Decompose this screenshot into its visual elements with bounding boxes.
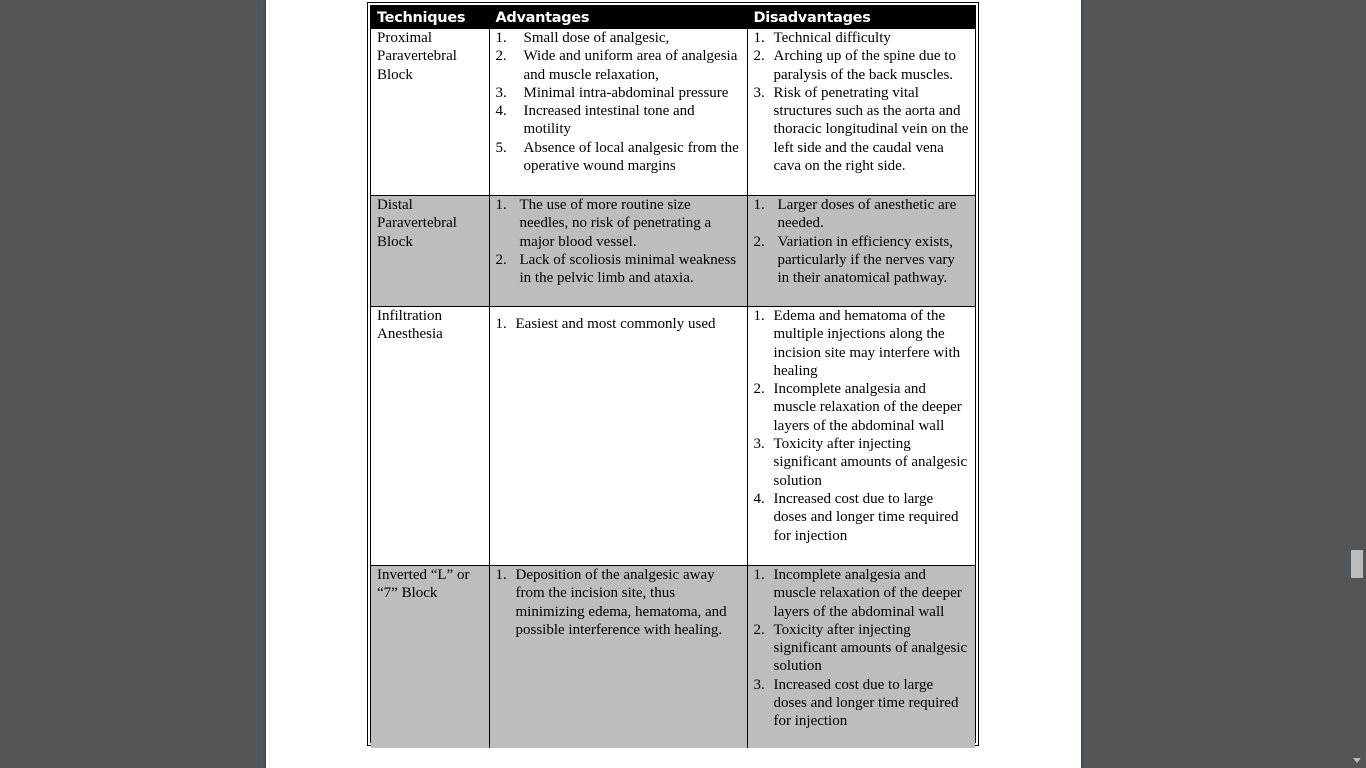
- disadvantages-cell: [747, 29, 975, 196]
- disadvantages-list: [754, 196, 970, 287]
- table-row: [371, 196, 975, 307]
- advantages-list: [496, 315, 741, 333]
- list-item: 4. Increased intestinal tone and motility: [495, 103, 695, 138]
- advantages-cell: [489, 566, 747, 749]
- list-item: 1. Easiest and most commonly used: [495, 316, 716, 332]
- document-page: [266, 0, 1081, 768]
- list-item: 1. Deposition of the analgesic away from the incision site, thus minimizing edema, hematoma, and possible interference with healing.: [495, 567, 727, 638]
- header-techniques: Techniques: [371, 6, 489, 29]
- advantages-list: [496, 29, 741, 175]
- techniques-table: [371, 6, 975, 748]
- scrollbar-thumb[interactable]: [1351, 550, 1363, 578]
- list-item: 1. Edema and hematoma of the multiple injections along the incision site may interfere with healing: [753, 308, 961, 379]
- list-item: 2. Wide and uniform area of analgesia and muscle relaxation,: [495, 48, 738, 83]
- technique-cell: Distal Paravertebral Block: [371, 196, 489, 307]
- header-advantages: Advantages: [489, 6, 747, 29]
- list-item: 3. Increased cost due to large doses and longer time required for injection: [753, 676, 959, 730]
- list-item: 1. Larger doses of anesthetic are needed.: [753, 197, 957, 232]
- table-row: [371, 307, 975, 566]
- list-item: 1. The use of more routine size needles, no risk of penetrating a major blood vessel.: [495, 197, 712, 250]
- scroll-down-arrow-icon[interactable]: [1353, 758, 1361, 763]
- disadvantages-list: [754, 307, 970, 545]
- advantages-cell: [489, 307, 747, 566]
- table-row: [371, 29, 975, 196]
- table-header-row: [371, 6, 975, 29]
- disadvantages-list: [754, 566, 970, 731]
- disadvantages-list: [754, 29, 970, 175]
- advantages-cell: [489, 29, 747, 196]
- technique-cell: Infiltration Anesthesia: [371, 307, 489, 566]
- disadvantages-cell: [747, 307, 975, 566]
- technique-cell: Proximal Paravertebral Block: [371, 29, 489, 196]
- list-item: 2. Incomplete analgesia and muscle relaxation of the deeper layers of the abdominal wall: [753, 381, 962, 434]
- advantages-list: [496, 566, 741, 639]
- list-item: 1. Incomplete analgesia and muscle relaxation of the deeper layers of the abdominal wall: [753, 567, 962, 620]
- advantages-list: [496, 196, 741, 287]
- list-item: 2. Variation in efficiency exists, particularly if the nerves vary in their anatomical pathway.: [753, 233, 955, 287]
- disadvantages-cell: [747, 196, 975, 307]
- list-item: 5. Absence of local analgesic from the operative wound margins: [495, 139, 739, 175]
- list-item: 3. Minimal intra-abdominal pressure: [495, 84, 729, 101]
- list-item: 3. Toxicity after injecting significant amounts of analgesic solution: [753, 436, 968, 489]
- list-item: 4. Increased cost due to large doses and longer time required for injection: [753, 490, 959, 544]
- table-frame: [367, 2, 979, 746]
- list-item: 2. Arching up of the spine due to paralysis of the back muscles.: [753, 48, 956, 83]
- table-row: [371, 566, 975, 749]
- list-item: 1. Small dose of analgesic,: [495, 30, 670, 46]
- list-item: 2. Toxicity after injecting significant amounts of analgesic solution: [753, 621, 968, 675]
- list-item: 1. Technical difficulty: [753, 30, 891, 46]
- header-disadvantages: Disadvantages: [747, 6, 975, 29]
- list-item: 2. Lack of scoliosis minimal weakness in the pelvic limb and ataxia.: [495, 251, 737, 287]
- list-item: 3. Risk of penetrating vital structures such as the aorta and thoracic longitudinal vein on the left side and the caudal vena cava on the right side.: [753, 84, 969, 175]
- advantages-cell: [489, 196, 747, 307]
- disadvantages-cell: [747, 566, 975, 749]
- technique-cell: Inverted “L” or “7” Block: [371, 566, 489, 749]
